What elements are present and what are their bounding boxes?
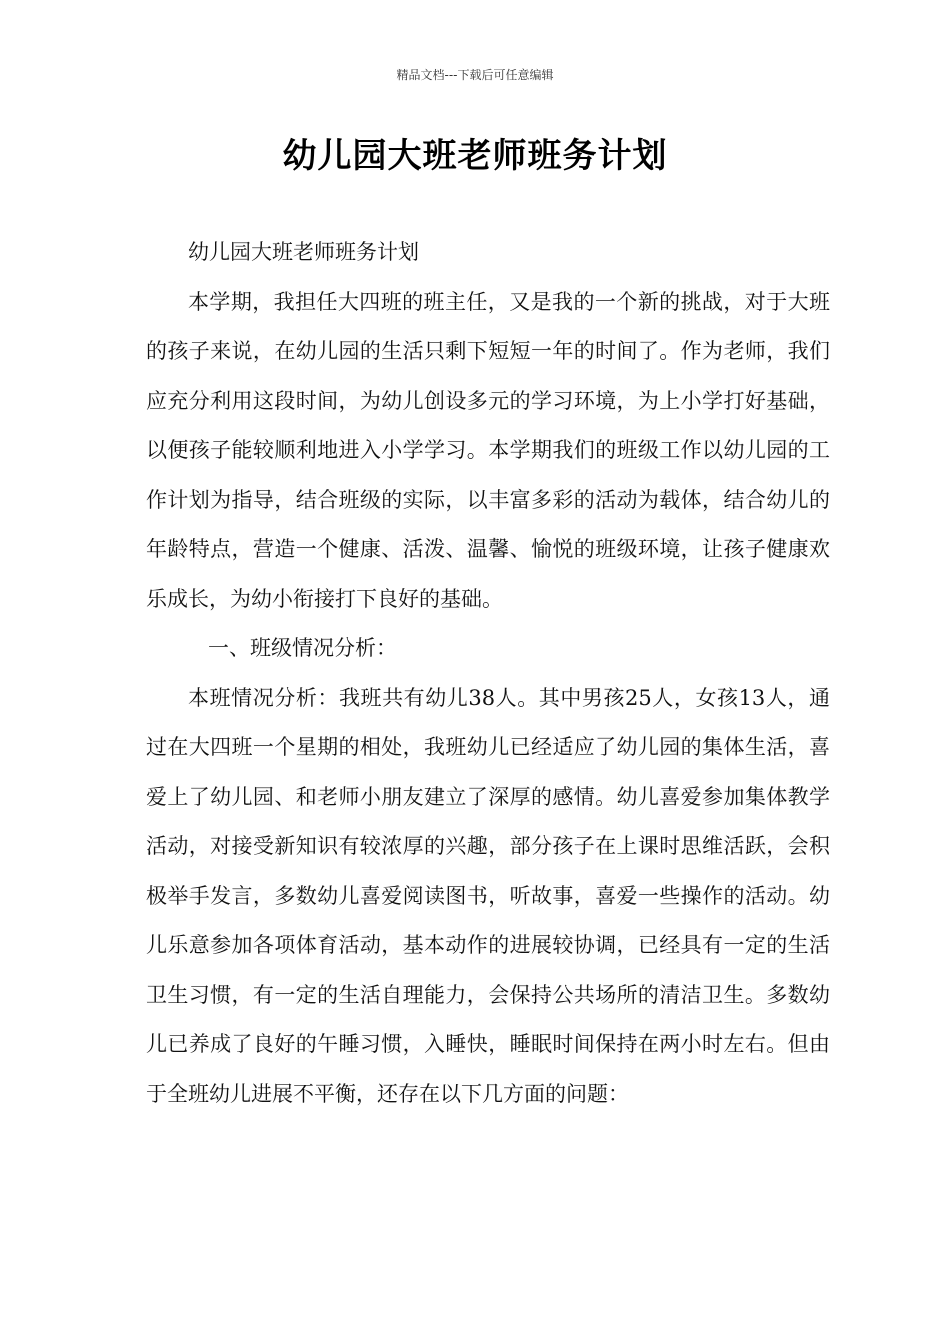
document-body <box>146 228 830 1119</box>
document-title: 幼儿园大班老师班务计划 <box>282 136 668 176</box>
section-heading-class-analysis: 一、班级情况分析： <box>208 636 397 660</box>
page-header-note: 精品文档---下载后可任意编辑 <box>396 68 554 82</box>
document-subtitle: 幼儿园大班老师班务计划 <box>188 240 419 264</box>
class-analysis-paragraph: 本班情况分析：我班共有幼儿38人。其中男孩25人，女孩13人，通过在大四班一个星期的相处，我班幼儿已经适应了幼儿园的集体生活，喜爱上了幼儿园、和老师小朋友建立了深厚的感情。幼儿喜爱参加集体教学活动，对接受新知识有较浓厚的兴趣，部分孩子在上课时思维活跃，会积极举手发言，多数幼儿喜爱阅读图书，听故事，喜爱一些操作的活动。幼儿乐意参加各项体育活动，基本动作的进展较协调，已经具有一定的生活卫生习惯，有一定的生活自理能力，会保持公共场所的清洁卫生。多数幼儿已养成了良好的午睡习惯，入睡快，睡眠时间保持在两小时左右。但由于全班幼儿进展不平衡，还存在以下几方面的问题： <box>146 685 830 1106</box>
intro-paragraph: 本学期，我担任大四班的班主任，又是我的一个新的挑战，对于大班的孩子来说，在幼儿园的生活只剩下短短一年的时间了。作为老师，我们应充分利用这段时间，为幼儿创设多元的学习环境，为上小学打好基础，以便孩子能较顺利地进入小学学习。本学期我们的班级工作以幼儿园的工作计划为指导，结合班级的实际，以丰富多彩的活动为载体，结合幼儿的年龄特点，营造一个健康、活泼、温馨、愉悦的班级环境，让孩子健康欢乐成长，为幼小衔接打下良好的基础。 <box>146 289 830 611</box>
